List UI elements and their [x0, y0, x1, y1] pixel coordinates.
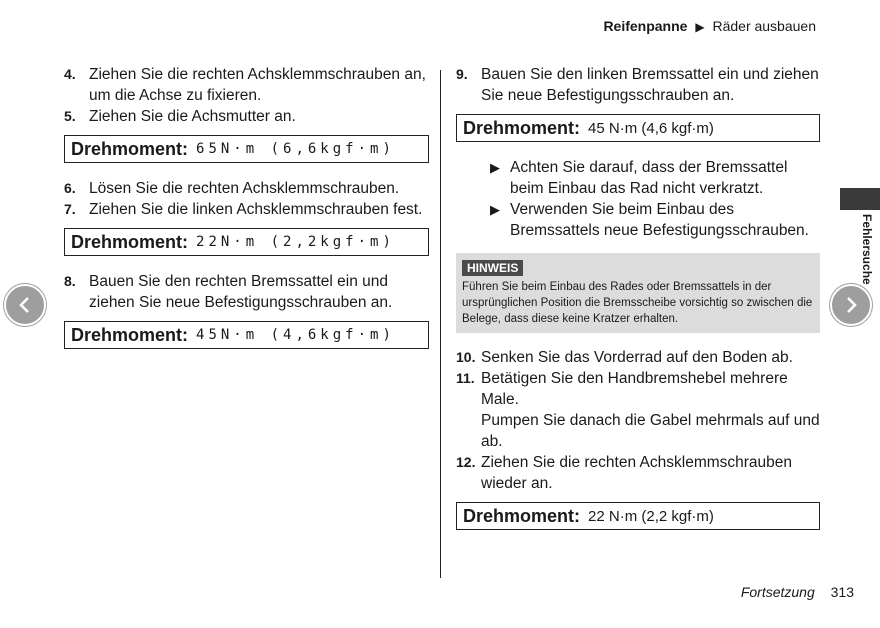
step-number: 8.: [64, 273, 76, 289]
step-number: 9.: [456, 66, 468, 82]
previous-page-button[interactable]: [4, 284, 46, 326]
step-10: [456, 347, 820, 368]
torque-value: 65N·m (6,6kgf·m): [196, 141, 395, 157]
header-section: Reifenpanne: [603, 18, 688, 34]
continuation-label: Fortsetzung: [740, 584, 815, 600]
left-column: [64, 64, 429, 364]
step-12: [456, 452, 820, 494]
step-7: [64, 199, 429, 220]
torque-label: Drehmoment:: [71, 231, 189, 252]
torque-value: 45N·m (4,6kgf·m): [196, 327, 395, 343]
chevron-left-icon: [15, 295, 35, 315]
torque-label: Drehmoment:: [463, 505, 581, 526]
bullet-1: [456, 157, 820, 199]
step-text: Bauen Sie den rechten Bremssattel ein und ziehen Sie neue Befestigungsschrauben an.: [89, 273, 393, 311]
page-header: [603, 18, 816, 34]
bullet-text: Achten Sie darauf, dass der Bremssattel beim Einbau das Rad nicht verkratzt.: [510, 159, 788, 197]
step-subtext: Pumpen Sie danach die Gabel mehrmals auf und ab.: [481, 412, 820, 450]
triangle-bullet-icon: ▶: [490, 160, 500, 175]
triangle-bullet-icon: ▶: [490, 202, 500, 217]
step-number: 11.: [456, 370, 475, 386]
torque-label: Drehmoment:: [71, 324, 189, 345]
step-text: Ziehen Sie die rechten Achsklemmschrauben wieder an.: [481, 454, 793, 492]
note-badge: HINWEIS: [462, 260, 523, 276]
step-text: Lösen Sie die rechten Achsklemmschrauben.: [89, 180, 400, 197]
step-text: Ziehen Sie die Achsmutter an.: [89, 108, 296, 125]
torque-box-1: [64, 135, 429, 163]
step-6: [64, 178, 429, 199]
step-text: Bauen Sie den linken Bremssattel ein und ziehen Sie neue Befestigungsschrauben an.: [481, 66, 819, 104]
step-text: Senken Sie das Vorderrad auf den Boden ab.: [481, 349, 793, 366]
torque-value: 22N·m (2,2kgf·m): [196, 234, 395, 250]
step-text: Ziehen Sie die rechten Achsklemmschrauben an, um die Achse zu fixieren.: [89, 66, 426, 104]
step-text: Betätigen Sie den Handbremshebel mehrere Male.: [481, 370, 788, 408]
header-arrow-icon: ▶: [695, 20, 705, 34]
step-number: 4.: [64, 66, 76, 82]
side-tab[interactable]: [840, 188, 880, 210]
step-11: [456, 368, 820, 452]
bullet-2: [456, 199, 820, 241]
page-footer: [741, 584, 854, 600]
note-text: Führen Sie beim Einbau des Rades oder Bremssattels in der ursprünglichen Position die Bremsscheibe vorsichtig so zwischen die Belege, dass diese keine Kratzer erhalten.: [462, 281, 813, 325]
step-number: 5.: [64, 108, 76, 124]
torque-value: 45 N·m (4,6 kgf·m): [588, 119, 714, 137]
step-text: Ziehen Sie die linken Achsklemmschrauben fest.: [89, 201, 423, 218]
step-number: 7.: [64, 201, 76, 217]
header-subsection: Räder ausbauen: [712, 18, 816, 34]
step-5: [64, 106, 429, 127]
torque-label: Drehmoment:: [71, 138, 189, 159]
torque-box-3: [64, 321, 429, 349]
step-number: 12.: [456, 454, 476, 470]
step-4: [64, 64, 429, 106]
step-number: 6.: [64, 180, 76, 196]
torque-value: 22 N·m (2,2 kgf·m): [588, 507, 714, 525]
chevron-right-icon: [841, 295, 861, 315]
step-number: 10.: [456, 349, 476, 365]
torque-box-5: [456, 502, 820, 530]
note-box: [456, 253, 820, 333]
bullet-text: Verwenden Sie beim Einbau des Bremssattels neue Befestigungsschrauben.: [510, 201, 809, 239]
side-tab-label: Fehlersuche: [860, 214, 874, 285]
step-8: [64, 271, 429, 313]
next-page-button[interactable]: [830, 284, 872, 326]
torque-box-4: [456, 114, 820, 142]
column-divider: [440, 70, 441, 578]
step-9: [456, 64, 820, 106]
page-number: 313: [830, 584, 854, 600]
torque-label: Drehmoment:: [463, 117, 581, 138]
right-column: [456, 64, 820, 545]
torque-box-2: [64, 228, 429, 256]
